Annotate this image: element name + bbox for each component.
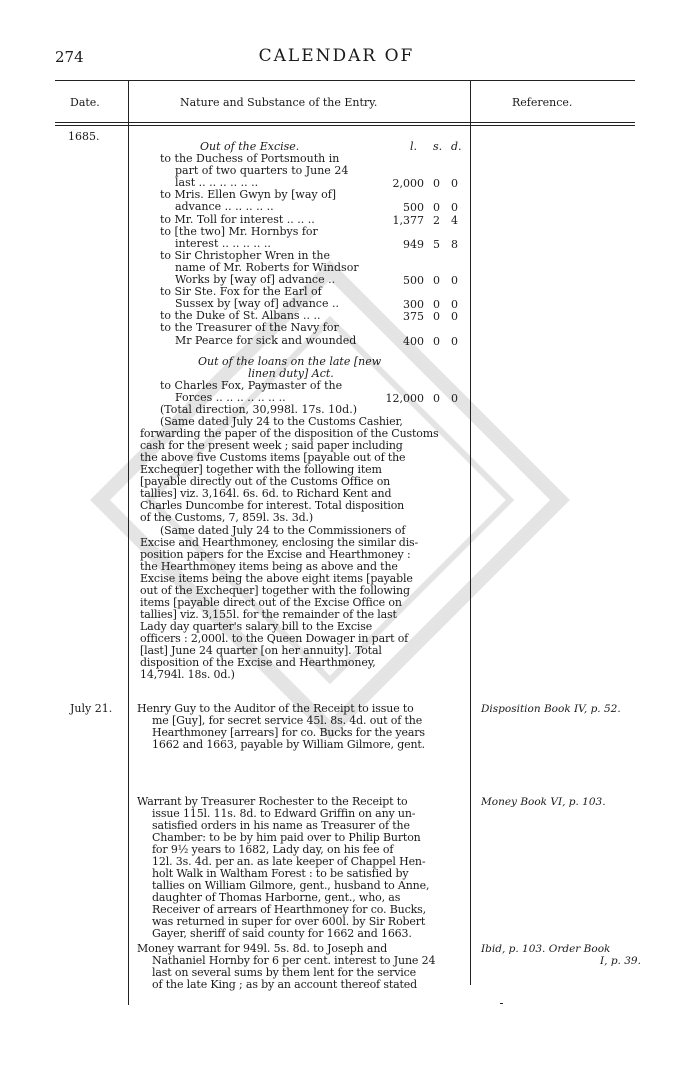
excise-item-s: 0 (433, 274, 440, 287)
entry-line: Receiver of arrears of Hearthmoney for co. Bucks, (152, 903, 426, 916)
entry-line: last on several sums by them lent for the service (152, 966, 417, 979)
excise-item-line: to Sir Ste. Fox for the Earl of (160, 285, 322, 299)
excise-item-line: interest .. .. .. .. .. (175, 236, 271, 250)
entry-line: daughter of Thomas Harborne, gent., who, as (152, 891, 401, 904)
entry-date: July 21. (70, 702, 113, 715)
excise-item-l: 2,000 (392, 177, 424, 191)
header-top-rule (55, 80, 635, 81)
header-nature: Nature and Substance of the Entry. (180, 96, 378, 109)
excise-item-d: 0 (451, 274, 458, 287)
excise-item-line: to Mr. Toll for interest .. .. .. (160, 212, 315, 226)
excise-item-line: Works by [way of] advance .. (175, 273, 336, 286)
page-number: 274 (55, 48, 84, 66)
excise-item-line: to Mris. Ellen Gwyn by [way of] (160, 188, 337, 202)
loans-heading-1: Out of the loans on the late [new (198, 355, 382, 368)
customs_para-line: cash for the present week ; said paper including (140, 439, 403, 452)
entry-line: holt Walk in Waltham Forest : to be satisfied by (152, 867, 409, 880)
customs_para-line: forwarding the paper of the disposition of the Customs (140, 427, 439, 440)
excise-item-s: 2 (433, 213, 440, 227)
excise_para-line: [last] June 24 quarter [on her annuity]. Total (140, 644, 382, 657)
excise-heading: Out of the Excise. (200, 140, 300, 153)
excise_para-line: Lady day quarter's salary bill to the Excise (140, 620, 373, 633)
excise_para-line: Excise and Hearthmoney, enclosing the similar dis- (140, 536, 419, 549)
year-label: 1685. (68, 130, 100, 143)
excise_para-line: officers : 2,000l. to the Queen Dowager in part of (140, 632, 409, 645)
entry-line: me [Guy], for secret service 45l. 8s. 4d. out of the (152, 714, 423, 727)
entry-reference: Ibid, p. 103. Order Book (481, 943, 611, 955)
excise_para-line: out of the Exchequer] together with the following (140, 584, 410, 597)
excise-item-line: to Sir Christopher Wren in the (160, 248, 330, 262)
bottom-tick (500, 1003, 503, 1004)
loans-item-l: 12,000 (385, 392, 424, 405)
total-direction: (Total direction, 30,998l. 17s. 10d.) (160, 403, 357, 416)
col-d: d. (451, 140, 462, 153)
excise-item-line: part of two quarters to June 24 (175, 164, 349, 178)
excise-item-s: 0 (433, 298, 440, 312)
excise_para-line: disposition of the Excise and Hearthmoney, (140, 656, 376, 669)
excise_para-line: tallies] viz. 3,155l. for the remainder of the last (140, 608, 397, 621)
excise-item-l: 300 (403, 298, 424, 312)
running-title: CALENDAR OF (258, 46, 415, 66)
header-reference: Reference. (512, 96, 573, 109)
excise_para-line: Excise items being the above eight items [payable (140, 572, 413, 585)
customs_para-line: of the Customs, 7, 859l. 3s. 3d.) (140, 511, 313, 524)
entry-line: Warrant by Treasurer Rochester to the Receipt to (137, 795, 408, 808)
excise-item-line: name of Mr. Roberts for Windsor (175, 260, 359, 274)
header-bottom-rule (55, 122, 635, 123)
excise-item-d: 0 (451, 310, 458, 324)
customs_para-line: Charles Duncombe for interest. Total disposition (140, 499, 405, 512)
entry-line: of the late King ; as by an account thereof stated (152, 978, 418, 991)
loans-heading-2: linen duty] Act. (248, 367, 334, 380)
excise-item-line: to the Duchess of Portsmouth in (160, 152, 340, 165)
excise-item-s: 0 (433, 177, 440, 191)
loans-item-d: 0 (451, 392, 458, 405)
column-rule-2 (470, 80, 471, 985)
excise-item-line: to the Treasurer of the Navy for (160, 321, 339, 335)
entry-reference: Disposition Book IV, p. 52. (481, 703, 621, 715)
excise-item-d: 0 (451, 298, 458, 312)
excise-item-line: Mr Pearce for sick and wounded (175, 333, 357, 347)
entry-line: Chamber: to be by him paid over to Philip Burton (152, 831, 421, 844)
entry-line: Nathaniel Hornby for 6 per cent. interest to June 24 (152, 954, 436, 967)
excise-item-d: 0 (451, 177, 458, 191)
customs_para-line: the above five Customs items [payable out of the (140, 451, 406, 464)
excise-item-l: 500 (403, 274, 424, 287)
column-rule-1 (128, 80, 129, 1005)
excise-item-d: 8 (451, 237, 458, 251)
entry-line: 1662 and 1663, payable by William Gilmore, gent. (152, 738, 426, 751)
excise_para-line: the Hearthmoney items being as above and the (140, 560, 398, 573)
excise-item-l: 375 (403, 310, 424, 324)
excise_para-line: items [payable direct out of the Excise Office on (140, 596, 402, 609)
excise-item-s: 5 (433, 237, 440, 251)
excise-item-line: to [the two] Mr. Hornbys for (160, 224, 318, 238)
customs_para-line: Exchequer] together with the following item (140, 463, 382, 476)
entry-reference-2: I, p. 39. (600, 955, 641, 967)
entry-line: Henry Guy to the Auditor of the Receipt to issue to (137, 702, 414, 715)
customs_para-line: tallies] viz. 3,164l. 6s. 6d. to Richard Kent and (140, 487, 392, 500)
col-s: s. (433, 140, 443, 153)
entry-line: tallies on William Gilmore, gent., husband to Anne, (152, 879, 430, 892)
loans-item-line-2: Forces .. .. .. .. .. .. .. (175, 391, 286, 404)
excise-item-d: 4 (451, 213, 458, 227)
loans-item-line-1: to Charles Fox, Paymaster of the (160, 379, 343, 392)
header-bottom-rule-2 (55, 125, 635, 126)
excise-item-s: 0 (433, 310, 440, 324)
entry-line: 12l. 3s. 4d. per an. as late keeper of Chappel Hen- (152, 855, 426, 868)
excise-item-line: to the Duke of St. Albans .. .. (160, 309, 321, 323)
excise-item-line: last .. .. .. .. .. .. (175, 176, 259, 190)
excise-item-line: Sussex by [way of] advance .. (175, 297, 339, 311)
entry-reference: Money Book VI, p. 103. (481, 796, 606, 808)
excise-item-l: 500 (403, 201, 424, 215)
entry-line: issue 115l. 11s. 8d. to Edward Griffin on any un- (152, 807, 416, 820)
entry-line: Hearthmoney [arrears] for co. Bucks for the years (152, 726, 425, 739)
excise-item-d: 0 (451, 334, 458, 348)
entry-line: satisfied orders in his name as Treasurer of the (152, 819, 410, 832)
excise-item-line: advance .. .. .. .. .. (175, 200, 274, 214)
customs_para-line: [payable directly out of the Customs Office on (140, 475, 391, 488)
excise_para-line: position papers for the Excise and Hearthmoney : (140, 548, 411, 561)
excise-item-l: 949 (403, 237, 424, 251)
customs_para-line: (Same dated July 24 to the Customs Cashier, (160, 415, 403, 428)
excise-item-s: 0 (433, 201, 440, 215)
entry-line: Gayer, sheriff of said county for 1662 and 1663. (152, 927, 412, 940)
entry-line: for 9½ years to 1682, Lady day, on his fee of (152, 843, 394, 856)
excise-item-s: 0 (433, 334, 440, 348)
col-l: l. (410, 140, 418, 153)
excise-item-l: 1,377 (392, 213, 424, 227)
entry-line: Money warrant for 949l. 5s. 8d. to Joseph and (137, 942, 388, 955)
excise_para-line: 14,794l. 18s. 0d.) (140, 668, 235, 681)
header-date: Date. (70, 96, 100, 109)
entry-line: was returned in super for over 600l. by Sir Robert (152, 915, 426, 928)
excise-item-l: 400 (403, 334, 424, 348)
excise-item-d: 0 (451, 201, 458, 215)
loans-item-s: 0 (433, 392, 440, 405)
excise_para-line: (Same dated July 24 to the Commissioners of (160, 524, 406, 537)
